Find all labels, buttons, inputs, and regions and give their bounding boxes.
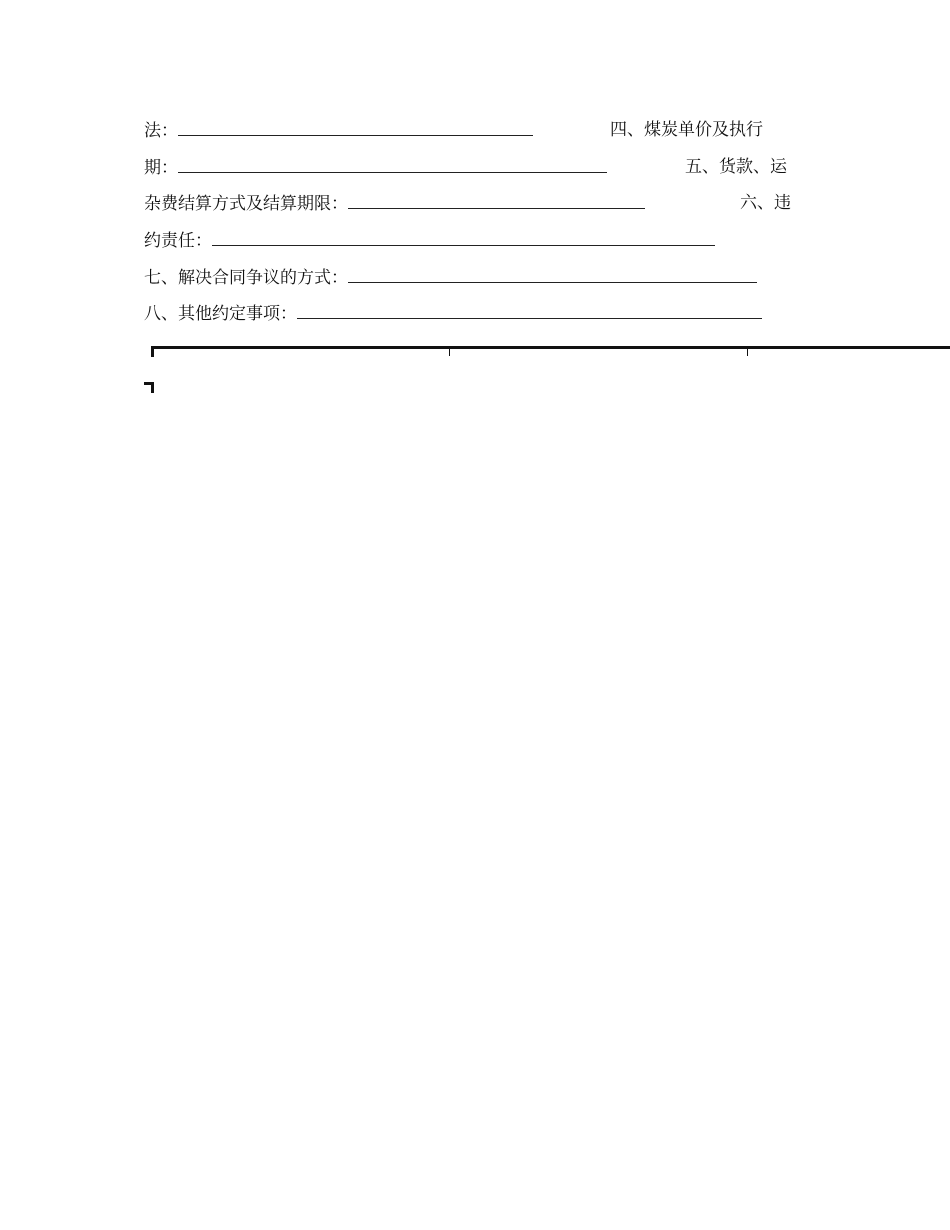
clause-line-8 bbox=[144, 300, 762, 326]
table-column-divider bbox=[747, 346, 748, 356]
table-column-divider bbox=[449, 346, 450, 356]
clause-label: 期： bbox=[144, 158, 178, 178]
clause-line-7 bbox=[144, 264, 757, 290]
clause-heading-5: 五、货款、运 bbox=[685, 157, 787, 177]
fill-blank[interactable] bbox=[297, 300, 762, 319]
table-corner-fragment bbox=[144, 382, 154, 385]
clause-heading-4: 四、煤炭单价及执行 bbox=[610, 120, 763, 140]
fill-blank[interactable] bbox=[348, 190, 645, 209]
table-top-border bbox=[151, 346, 950, 349]
clause-label: 法： bbox=[144, 121, 178, 141]
clause-heading-6: 六、违 bbox=[740, 193, 791, 213]
clause-line-4 bbox=[144, 227, 715, 253]
fill-blank[interactable] bbox=[212, 227, 715, 246]
table-corner-left bbox=[151, 346, 154, 357]
clause-label: 七、解决合同争议的方式： bbox=[144, 268, 348, 288]
fill-blank[interactable] bbox=[178, 117, 533, 136]
clause-label: 约责任： bbox=[144, 231, 212, 251]
fill-blank[interactable] bbox=[178, 154, 607, 173]
clause-line-3 bbox=[144, 190, 645, 216]
clause-label: 八、其他约定事项： bbox=[144, 304, 297, 324]
clause-label: 杂费结算方式及结算期限： bbox=[144, 194, 348, 214]
fill-blank[interactable] bbox=[348, 264, 757, 283]
clause-line-1 bbox=[144, 117, 533, 143]
clause-line-2 bbox=[144, 154, 607, 180]
